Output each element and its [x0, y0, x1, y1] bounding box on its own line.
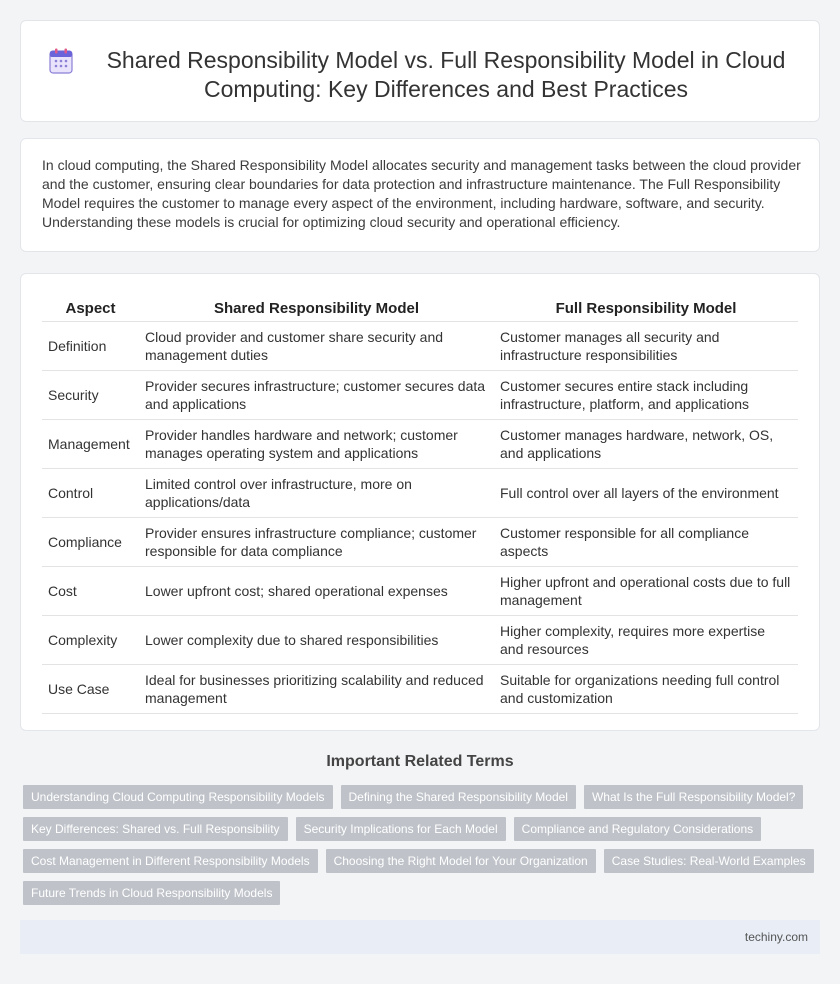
cell-aspect: Cost: [42, 566, 139, 615]
header-aspect: Aspect: [42, 296, 139, 321]
header-full-model: Full Responsibility Model: [494, 296, 798, 321]
cell-aspect: Use Case: [42, 664, 139, 713]
comparison-table: [42, 296, 798, 714]
page-title: Shared Responsibility Model vs. Full Responsibility Model in Cloud Computing: Key Differences and Best Practices: [106, 47, 786, 102]
cell-shared: Provider ensures infrastructure compliance; customer responsible for data compliance: [139, 517, 494, 566]
cell-full: Higher upfront and operational costs due to full management: [494, 566, 798, 615]
cell-full: Higher complexity, requires more expertise and resources: [494, 615, 798, 664]
related-term-tag[interactable]: Cost Management in Different Responsibility Models: [23, 849, 318, 873]
table-row: [42, 370, 798, 419]
table-row: [42, 419, 798, 468]
related-term-tag[interactable]: Compliance and Regulatory Considerations: [514, 817, 761, 841]
cell-aspect: Management: [42, 419, 139, 468]
table-row: [42, 664, 798, 713]
table-row: [42, 468, 798, 517]
cell-shared: Lower complexity due to shared responsibilities: [139, 615, 494, 664]
footer: [20, 920, 820, 954]
cell-shared: Provider handles hardware and network; customer manages operating system and applications: [139, 419, 494, 468]
related-terms-list: [23, 785, 823, 913]
cell-aspect: Security: [42, 370, 139, 419]
cell-full: Customer secures entire stack including infrastructure, platform, and applications: [494, 370, 798, 419]
footer-brand[interactable]: techiny.com: [744, 930, 808, 944]
comparison-card: [20, 273, 820, 731]
header-shared-model: Shared Responsibility Model: [139, 296, 494, 321]
cell-aspect: Control: [42, 468, 139, 517]
cell-aspect: Definition: [42, 321, 139, 370]
table-row: [42, 321, 798, 370]
related-terms-heading: Important Related Terms: [326, 753, 514, 770]
related-term-tag[interactable]: Key Differences: Shared vs. Full Responsibility: [23, 817, 288, 841]
calendar-icon: [49, 48, 73, 74]
table-row: [42, 566, 798, 615]
table-row: [42, 615, 798, 664]
cell-full: Suitable for organizations needing full control and customization: [494, 664, 798, 713]
intro-card: [20, 138, 820, 252]
related-term-tag[interactable]: Understanding Cloud Computing Responsibility Models: [23, 785, 333, 809]
cell-shared: Lower upfront cost; shared operational expenses: [139, 566, 494, 615]
cell-full: Customer responsible for all compliance aspects: [494, 517, 798, 566]
cell-shared: Ideal for businesses prioritizing scalability and reduced management: [139, 664, 494, 713]
related-term-tag[interactable]: What Is the Full Responsibility Model?: [584, 785, 803, 809]
cell-shared: Provider secures infrastructure; customer secures data and applications: [139, 370, 494, 419]
cell-aspect: Compliance: [42, 517, 139, 566]
cell-aspect: Complexity: [42, 615, 139, 664]
related-term-tag[interactable]: Choosing the Right Model for Your Organization: [326, 849, 596, 873]
related-term-tag[interactable]: Security Implications for Each Model: [296, 817, 506, 841]
cell-shared: Cloud provider and customer share security and management duties: [139, 321, 494, 370]
related-term-tag[interactable]: Defining the Shared Responsibility Model: [341, 785, 576, 809]
intro-paragraph: In cloud computing, the Shared Responsibility Model allocates security and management tasks between the cloud provider and the customer, ensuring clear boundaries for data protection and infrastructure maintenance. The Full Responsibility Model requires the customer to manage every aspect of the environment, including hardware, software, and security. Understanding these models is crucial for optimizing cloud security and operational efficiency.: [42, 157, 801, 230]
title-card: [20, 20, 820, 122]
title-row: [21, 21, 821, 123]
cell-full: Customer manages all security and infrastructure responsibilities: [494, 321, 798, 370]
cell-shared: Limited control over infrastructure, more on applications/data: [139, 468, 494, 517]
related-term-tag[interactable]: Case Studies: Real-World Examples: [604, 849, 814, 873]
cell-full: Full control over all layers of the environment: [494, 468, 798, 517]
related-term-tag[interactable]: Future Trends in Cloud Responsibility Models: [23, 881, 280, 905]
table-row: [42, 517, 798, 566]
table-header-row: [42, 296, 798, 321]
cell-full: Customer manages hardware, network, OS, and applications: [494, 419, 798, 468]
